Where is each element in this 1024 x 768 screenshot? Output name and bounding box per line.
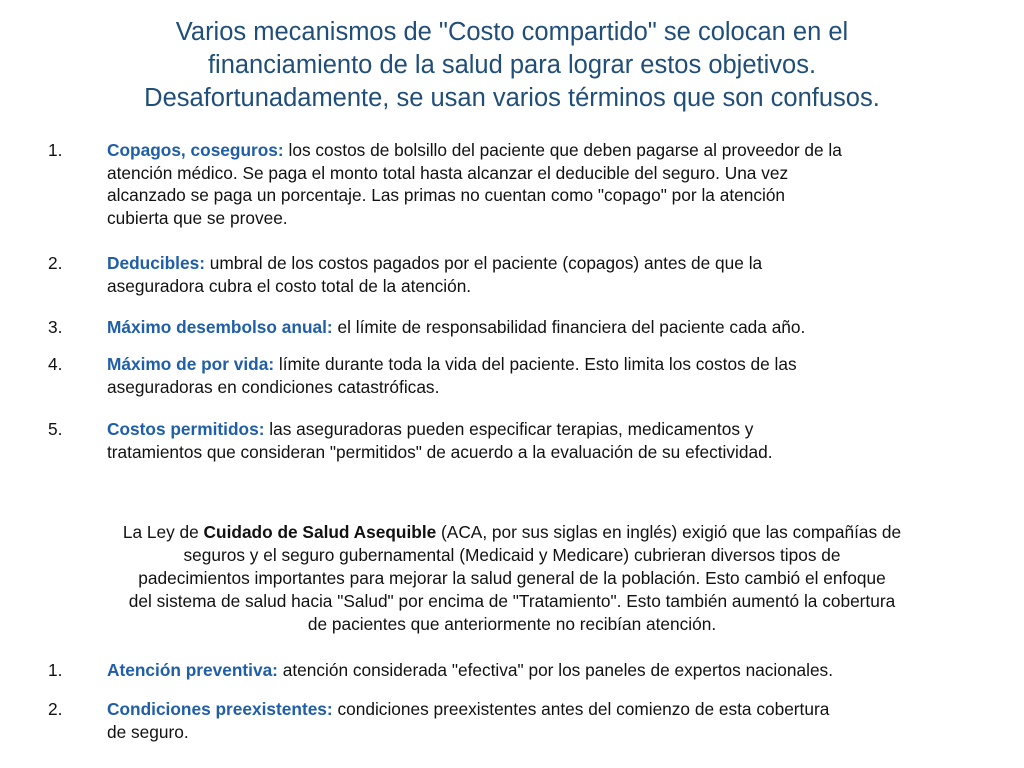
list-item-line (107, 659, 987, 682)
list-item-text: el límite de responsabilidad financiera del paciente cada año. (332, 317, 806, 337)
list-item-term: Deducibles: (107, 253, 205, 273)
list-item-text: las aseguradoras pueden especificar terapias, medicamentos y (264, 419, 754, 439)
list-item-text: límite durante toda la vida del paciente. Esto limita los costos de las (274, 354, 797, 374)
paragraph-line: del sistema de salud hacia "Salud" por encima de "Tratamiento". Esto también aumentó la cobertura (128, 591, 896, 611)
list-item-text: umbral de los costos pagados por el paciente (copagos) antes de que la (204, 253, 763, 273)
list-item-text: los costos de bolsillo del paciente que deben pagarse al proveedor de la (283, 140, 842, 160)
list-item-line (107, 139, 987, 162)
list-item-number: 1. (48, 140, 63, 160)
list-item-term: Copagos, coseguros: (107, 140, 284, 160)
list-item-term: Costos permitidos: (107, 419, 265, 439)
list-item-line (107, 316, 987, 339)
list-item-number: 2. (48, 253, 63, 273)
list-item-number: 3. (48, 317, 63, 337)
list-item-text: atención considerada "efectiva" por los paneles de expertos nacionales. (277, 660, 833, 680)
list-item-line: alcanzado se paga un porcentaje. Las primas no cuentan como "copago" por la atención (107, 185, 786, 205)
list-item-term: Máximo de por vida: (107, 354, 275, 374)
list-item-line (107, 698, 987, 721)
paragraph-line: padecimientos importantes para mejorar la salud general de la población. Esto cambió el enfoque (138, 568, 886, 588)
aca-law-name: Cuidado de Salud Asequible (203, 522, 437, 542)
list-item-line: aseguradoras en condiciones catastróficas. (107, 376, 440, 397)
title-line: financiamiento de la salud para lograr estos objetivos. (207, 51, 817, 79)
list-item-number: 1. (48, 660, 63, 680)
list-item-line: de seguro. (107, 721, 189, 742)
title-line: Desafortunadamente, se usan varios términos que son confusos. (144, 84, 880, 112)
paragraph-line: seguros y el seguro gubernamental (Medicaid y Medicare) cubrieran diversos tipos de (183, 545, 841, 565)
list-item-line: tratamientos que consideran "permitidos" de acuerdo a la evaluación de su efectividad. (107, 441, 773, 462)
list-item-term: Condiciones preexistentes: (107, 699, 333, 719)
list-item-term: Atención preventiva: (107, 660, 278, 680)
slide-title (40, 16, 984, 115)
list-item-number: 5. (48, 419, 63, 439)
list-item-line (107, 252, 987, 275)
paragraph-line: de pacientes que anteriormente no recibían atención. (307, 614, 717, 634)
paragraph-text: (ACA, por sus siglas en inglés) exigió que las compañías de (436, 522, 902, 542)
list-item-line: aseguradora cubra el costo total de la atención. (107, 275, 472, 296)
list-item-line: atención médico. Se paga el monto total hasta alcanzar el deducible del seguro. Una vez (107, 162, 789, 183)
title-line: Varios mecanismos de "Costo compartido" se colocan en el (175, 18, 849, 46)
list-item-number: 4. (48, 354, 63, 374)
aca-paragraph (20, 521, 1004, 636)
list-item-term: Máximo desembolso anual: (107, 317, 333, 337)
paragraph-text: La Ley de (122, 522, 204, 542)
paragraph-line (20, 521, 1004, 544)
list-item-line: cubierta que se provee. (107, 207, 288, 228)
list-item-number: 2. (48, 699, 63, 719)
list-item-line (107, 353, 987, 376)
list-item-line (107, 418, 987, 441)
list-item-text: condiciones preexistentes antes del comienzo de esta cobertura (332, 699, 830, 719)
